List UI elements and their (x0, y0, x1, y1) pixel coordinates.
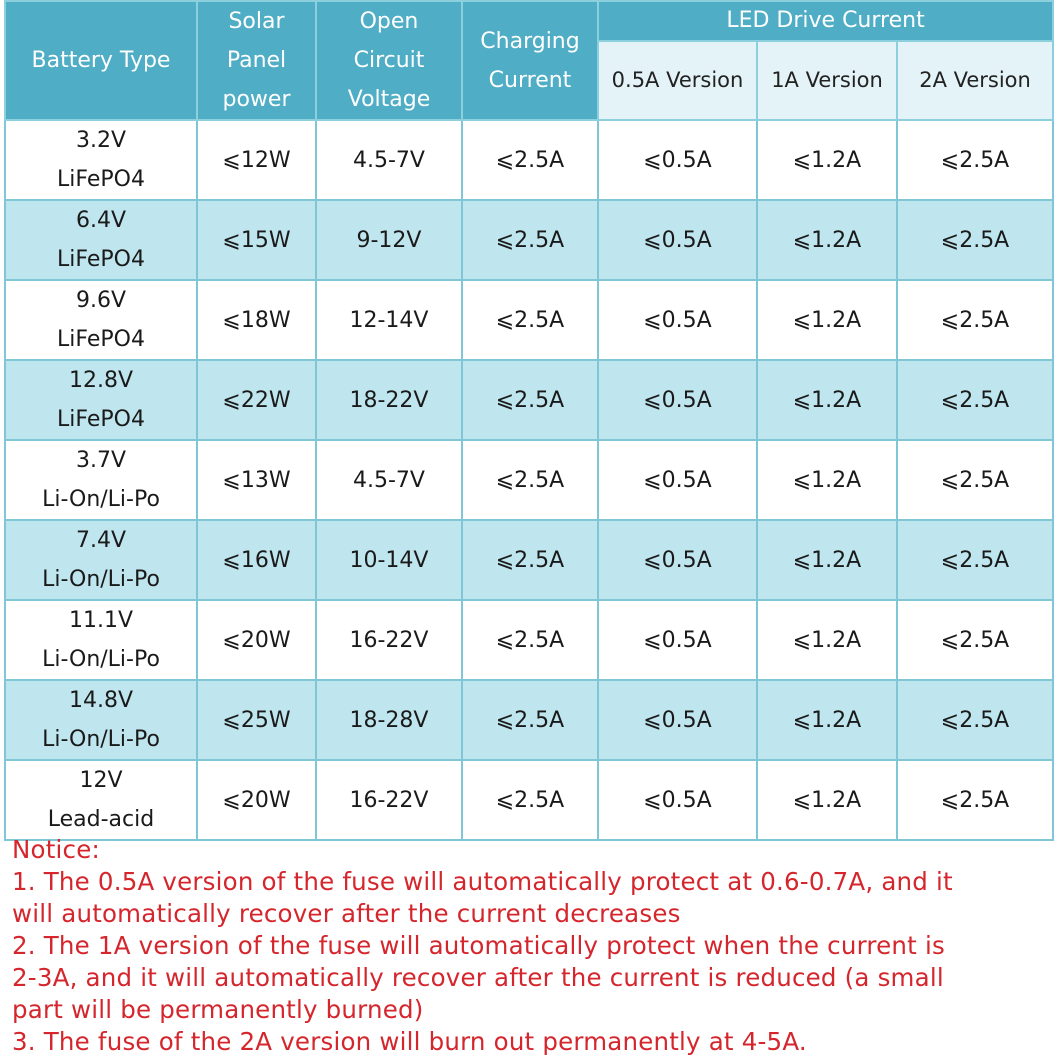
cell-v05: ⩽0.5A (598, 520, 757, 600)
cell-v05: ⩽0.5A (598, 280, 757, 360)
battery-chemistry: LiFePO4 (57, 167, 145, 192)
notice-item-2-line-1: 2. The 1A version of the fuse will automatically protect when the current is (12, 931, 945, 960)
notice-item-2-line-3: part will be permanently burned) (12, 995, 424, 1024)
cell-v05: ⩽0.5A (598, 440, 757, 520)
battery-chemistry: LiFePO4 (57, 407, 145, 432)
battery-chemistry: LiFePO4 (57, 247, 145, 272)
cell-ocv: 10-14V (316, 520, 462, 600)
cell-solar: ⩽15W (197, 200, 316, 280)
table-row (5, 120, 1053, 200)
table-header (5, 1, 1053, 120)
cell-v1: ⩽1.2A (757, 760, 897, 840)
cell-v1: ⩽1.2A (757, 280, 897, 360)
cell-ocv: 18-28V (316, 680, 462, 760)
battery-chemistry: Li-On/Li-Po (42, 727, 160, 752)
header-battery-type: Battery Type (5, 1, 197, 120)
notice-item-3-line-1: 3. The fuse of the 2A version will burn out permanently at 4-5A. (12, 1027, 807, 1056)
notice-block (12, 834, 1052, 1058)
cell-charge: ⩽2.5A (462, 200, 598, 280)
battery-chemistry: Li-On/Li-Po (42, 487, 160, 512)
battery-voltage: 12.8V (68, 368, 134, 393)
cell-ocv: 16-22V (316, 760, 462, 840)
cell-v2: ⩽2.5A (897, 280, 1053, 360)
battery-voltage: 11.1V (68, 608, 134, 633)
table-body (5, 120, 1053, 840)
cell-v2: ⩽2.5A (897, 600, 1053, 680)
header-2a-version: 2A Version (897, 41, 1053, 120)
cell-battery-type (5, 600, 197, 680)
cell-v2: ⩽2.5A (897, 200, 1053, 280)
cell-solar: ⩽18W (197, 280, 316, 360)
cell-charge: ⩽2.5A (462, 360, 598, 440)
battery-voltage: 12V (79, 768, 123, 793)
table-row (5, 440, 1053, 520)
cell-ocv: 12-14V (316, 280, 462, 360)
header-solar-panel-power: Solar Panel power (197, 1, 316, 120)
table-row (5, 200, 1053, 280)
cell-v1: ⩽1.2A (757, 440, 897, 520)
battery-chemistry: LiFePO4 (57, 327, 145, 352)
cell-v05: ⩽0.5A (598, 600, 757, 680)
notice-item-1-line-2: will automatically recover after the current decreases (12, 899, 681, 928)
cell-v2: ⩽2.5A (897, 440, 1053, 520)
cell-v2: ⩽2.5A (897, 760, 1053, 840)
cell-battery-type (5, 520, 197, 600)
header-charging-current: Charging Current (462, 1, 598, 120)
cell-charge: ⩽2.5A (462, 680, 598, 760)
cell-v05: ⩽0.5A (598, 680, 757, 760)
cell-v2: ⩽2.5A (897, 680, 1053, 760)
battery-voltage: 7.4V (75, 528, 127, 553)
cell-v1: ⩽1.2A (757, 200, 897, 280)
cell-v05: ⩽0.5A (598, 360, 757, 440)
battery-chemistry: Li-On/Li-Po (42, 567, 160, 592)
cell-v1: ⩽1.2A (757, 120, 897, 200)
table-row (5, 760, 1053, 840)
cell-v05: ⩽0.5A (598, 760, 757, 840)
battery-voltage: 6.4V (75, 208, 127, 233)
cell-battery-type (5, 120, 197, 200)
cell-solar: ⩽13W (197, 440, 316, 520)
cell-v2: ⩽2.5A (897, 360, 1053, 440)
cell-battery-type (5, 760, 197, 840)
table-row (5, 360, 1053, 440)
battery-voltage: 3.2V (75, 128, 127, 153)
cell-battery-type (5, 440, 197, 520)
cell-ocv: 9-12V (316, 200, 462, 280)
cell-solar: ⩽20W (197, 600, 316, 680)
notice-item-2-line-2: 2-3A, and it will automatically recover after the current is reduced (a small (12, 963, 944, 992)
cell-charge: ⩽2.5A (462, 760, 598, 840)
cell-v2: ⩽2.5A (897, 120, 1053, 200)
cell-charge: ⩽2.5A (462, 440, 598, 520)
cell-battery-type (5, 680, 197, 760)
cell-charge: ⩽2.5A (462, 600, 598, 680)
cell-solar: ⩽22W (197, 360, 316, 440)
cell-battery-type (5, 280, 197, 360)
cell-battery-type (5, 360, 197, 440)
cell-v1: ⩽1.2A (757, 680, 897, 760)
battery-spec-table (4, 0, 1054, 841)
cell-ocv: 18-22V (316, 360, 462, 440)
notice-title: Notice: (12, 835, 100, 864)
notice-item-1-line-1: 1. The 0.5A version of the fuse will automatically protect at 0.6-0.7A, and it (12, 867, 953, 896)
cell-solar: ⩽20W (197, 760, 316, 840)
cell-ocv: 4.5-7V (316, 440, 462, 520)
header-open-circuit-voltage: Open Circuit Voltage (316, 1, 462, 120)
battery-voltage: 9.6V (75, 288, 127, 313)
cell-v05: ⩽0.5A (598, 200, 757, 280)
cell-ocv: 16-22V (316, 600, 462, 680)
battery-voltage: 3.7V (75, 448, 127, 473)
table-row (5, 280, 1053, 360)
cell-charge: ⩽2.5A (462, 280, 598, 360)
cell-v2: ⩽2.5A (897, 520, 1053, 600)
battery-chemistry: Li-On/Li-Po (42, 647, 160, 672)
header-1a-version: 1A Version (757, 41, 897, 120)
cell-v1: ⩽1.2A (757, 520, 897, 600)
cell-v05: ⩽0.5A (598, 120, 757, 200)
cell-battery-type (5, 200, 197, 280)
cell-charge: ⩽2.5A (462, 120, 598, 200)
cell-ocv: 4.5-7V (316, 120, 462, 200)
battery-chemistry: Lead-acid (47, 807, 155, 832)
header-05a-version: 0.5A Version (598, 41, 757, 120)
table-row (5, 520, 1053, 600)
cell-solar: ⩽12W (197, 120, 316, 200)
table-row (5, 680, 1053, 760)
battery-voltage: 14.8V (68, 688, 134, 713)
cell-solar: ⩽16W (197, 520, 316, 600)
header-led-drive-current: LED Drive Current (598, 1, 1053, 41)
cell-v1: ⩽1.2A (757, 360, 897, 440)
cell-charge: ⩽2.5A (462, 520, 598, 600)
cell-v1: ⩽1.2A (757, 600, 897, 680)
table-row (5, 600, 1053, 680)
cell-solar: ⩽25W (197, 680, 316, 760)
